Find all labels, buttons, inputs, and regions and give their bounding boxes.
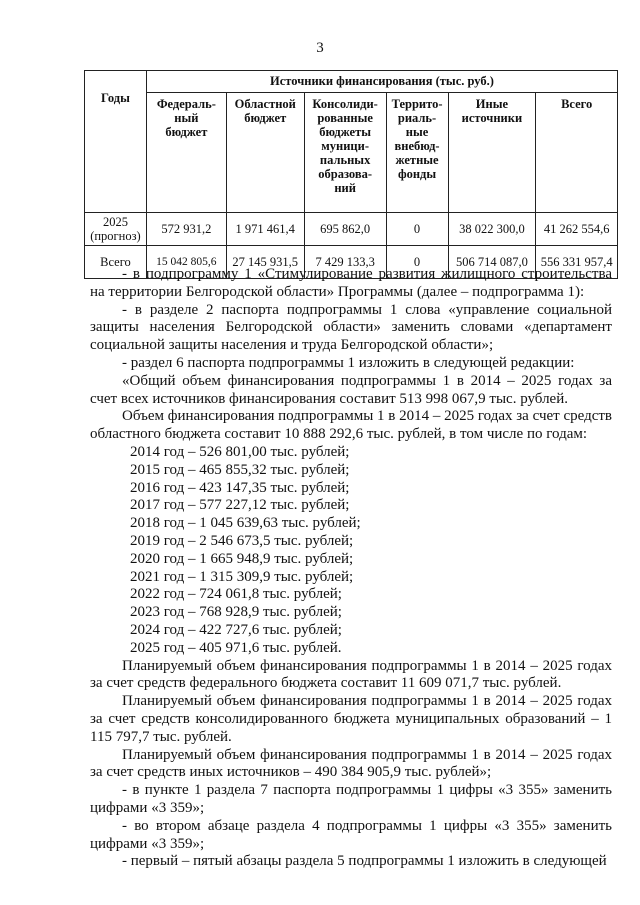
header-consolidated: Консолиди- рованные бюджеты муници- пальных образова- ний (304, 93, 386, 213)
paragraph: - первый – пятый абзацы раздела 5 подпрограммы 1 изложить в следующей (122, 853, 607, 870)
cell-regional: 27 145 931,5 (226, 246, 304, 279)
cell-regional: 1 971 461,4 (226, 213, 304, 246)
cell-year: 2025 (прогноз) (85, 213, 147, 246)
paragraph: Планируемый объем финансирования подпрограммы 1 в 2014 – 2025 годах за счет средств консолидированного бюджета муниципальных образований – 1 115 797,7 тыс. рублей. (90, 693, 612, 745)
header-territorial: Террито- риаль- ные внебюд- жетные фонды (386, 93, 448, 213)
year-line: 2020 год – 1 665 948,9 тыс. рублей; (130, 550, 354, 567)
header-total: Всего (536, 93, 618, 213)
cell-federal: 15 042 805,6 (146, 246, 226, 279)
year-line: 2017 год – 577 227,12 тыс. рублей; (130, 497, 350, 514)
paragraph: Планируемый объем финансирования подпрограммы 1 в 2014 – 2025 годах за счет средств федерального бюджета составит 11 609 071,7 тыс. рублей. (90, 657, 612, 692)
paragraph: Объем финансирования подпрограммы 1 в 2014 – 2025 годах за счет средств областного бюджета составит 10 888 292,6 тыс. рублей, в том числе по годам: (90, 408, 612, 443)
cell-federal: 572 931,2 (146, 213, 226, 246)
header-years: Годы (85, 71, 147, 213)
paragraph: - в подпрограмму 1 «Стимулирование развития жилищного строительства на территории Белгородской области» Программы (далее – подпрограмма 1): (90, 266, 612, 300)
cell-other: 38 022 300,0 (448, 213, 536, 246)
year-line: 2018 год – 1 045 639,63 тыс. рублей; (130, 515, 361, 532)
header-federal: Федераль- ный бюджет (146, 93, 226, 213)
paragraph: «Общий объем финансирования подпрограммы 1 в 2014 – 2025 годах за счет всех источников финансирования составит 513 998 067,9 тыс. рублей. (90, 372, 612, 407)
cell-territorial: 0 (386, 213, 448, 246)
year-line: 2021 год – 1 315 309,9 тыс. рублей; (130, 568, 354, 585)
year-line: 2016 год – 423 147,35 тыс. рублей; (130, 479, 350, 496)
header-funding-sources: Источники финансирования (тыс. руб.) (146, 71, 617, 93)
document-body (90, 266, 612, 871)
paragraph: Планируемый объем финансирования подпрограммы 1 в 2014 – 2025 годах за счет средств иных источников – 490 384 905,9 тыс. рублей»; (90, 746, 612, 781)
financing-table (84, 70, 618, 279)
cell-total: 41 262 554,6 (536, 213, 618, 246)
year-line: 2022 год – 724 061,8 тыс. рублей; (130, 586, 342, 603)
page-number: 3 (316, 40, 324, 56)
paragraph: - раздел 6 паспорта подпрограммы 1 изложить в следующей редакции: (122, 354, 575, 371)
paragraph: - во втором абзаце раздела 4 подпрограммы 1 цифры «3 355» заменить цифрами «3 359»; (90, 817, 612, 852)
header-other: Иные источники (448, 93, 536, 213)
cell-consolidated: 7 429 133,3 (304, 246, 386, 279)
year-line: 2015 год – 465 855,32 тыс. рублей; (130, 461, 350, 478)
year-line: 2014 год – 526 801,00 тыс. рублей; (130, 443, 350, 460)
table-row (85, 213, 618, 246)
cell-year: Всего (85, 246, 147, 279)
cell-other: 506 714 087,0 (448, 246, 536, 279)
year-line: 2019 год – 2 546 673,5 тыс. рублей; (130, 532, 354, 549)
year-line: 2023 год – 768 928,9 тыс. рублей; (130, 604, 342, 621)
year-line: 2024 год – 422 727,6 тыс. рублей; (130, 621, 342, 638)
cell-total: 556 331 957,4 (536, 246, 618, 279)
year-line: 2025 год – 405 971,6 тыс. рублей. (130, 639, 342, 656)
cell-consolidated: 695 862,0 (304, 213, 386, 246)
header-regional: Областной бюджет (226, 93, 304, 213)
paragraph: - в разделе 2 паспорта подпрограммы 1 слова «управление социальной защиты населения Белгородской области» заменить словами «департамент социальной защиты населения и труда Белгородской области»; (90, 301, 612, 354)
paragraph: - в пункте 1 раздела 7 паспорта подпрограммы 1 цифры «3 355» заменить цифрами «3 359»; (90, 782, 612, 816)
cell-territorial: 0 (386, 246, 448, 279)
